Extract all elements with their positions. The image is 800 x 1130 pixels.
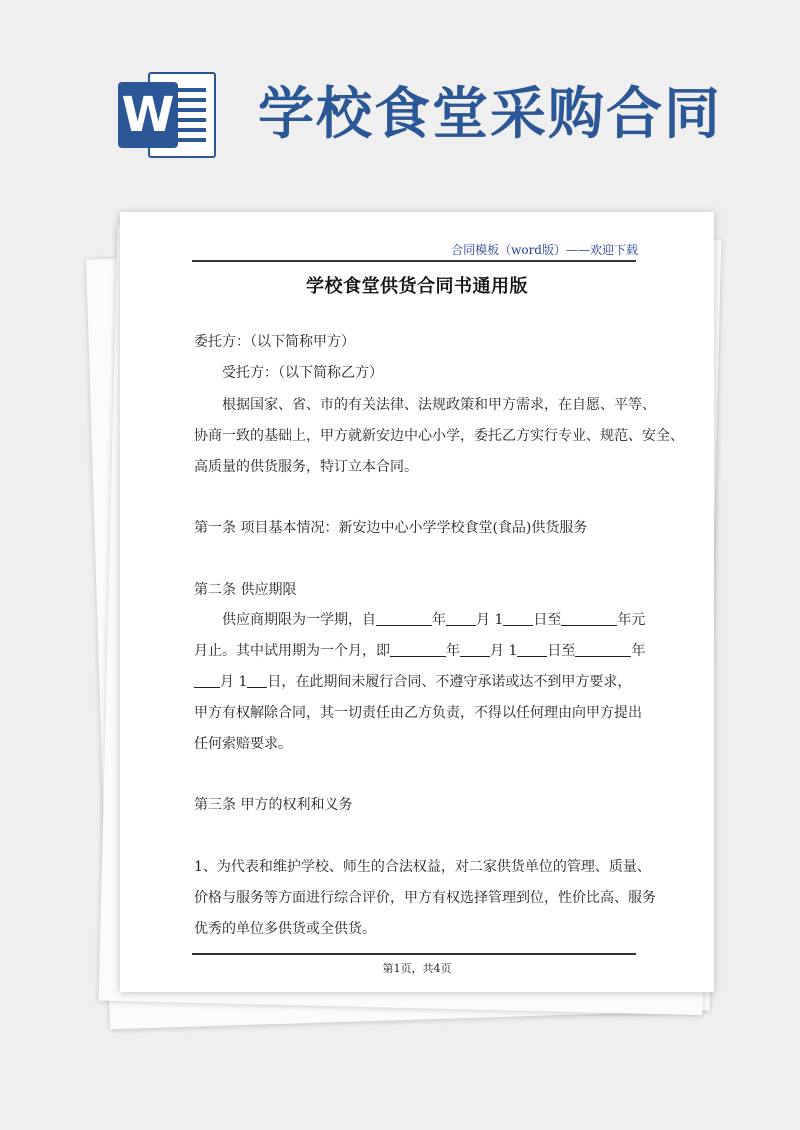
- article-1: 第一条 项目基本情况：新安边中心小学学校食堂(食品)供货服务: [194, 520, 588, 536]
- document-title: 学校食堂供货合同书通用版: [306, 276, 528, 297]
- article-2-heading: 第二条 供应期限: [194, 582, 297, 598]
- word-badge: W: [118, 82, 178, 148]
- article-2-line-2: 月止。其中试用期为一个月，即 年 月 1 日至 年: [194, 643, 646, 659]
- intro-line-2: 协商一致的基础上，甲方就新安边中心小学，委托乙方实行专业、规范、安全、: [194, 428, 684, 444]
- date-blank[interactable]: [517, 642, 547, 657]
- date-blank[interactable]: [503, 611, 533, 626]
- page-header-text: 合同模板（word版）——欢迎下载: [451, 243, 638, 257]
- date-blank[interactable]: [247, 673, 267, 688]
- date-blank[interactable]: [194, 673, 220, 688]
- contractor-line: 受托方：（以下简称乙方）: [222, 365, 383, 381]
- date-blank[interactable]: [575, 642, 631, 657]
- document-page: [120, 212, 714, 992]
- article-2-line-1: 供应商期限为一学期，自 年 月 1 日至 年元: [222, 612, 646, 628]
- word-doc-icon: [118, 72, 216, 158]
- date-blank[interactable]: [561, 611, 617, 626]
- date-blank[interactable]: [446, 611, 476, 626]
- footer-rule: [192, 953, 636, 955]
- header-rule: [192, 260, 636, 262]
- date-blank[interactable]: [376, 611, 432, 626]
- article-2-line-4: 甲方有权解除合同，其一切责任由乙方负责，不得以任何理由向甲方提出: [194, 705, 642, 721]
- article-3-heading: 第三条 甲方的权利和义务: [194, 797, 353, 813]
- article-3-line-2: 价格与服务等方面进行综合评价，甲方有权选择管理到位，性价比高、服务: [194, 890, 656, 906]
- article-3-line-1: 1、为代表和维护学校、师生的合法权益，对二家供货单位的管理、质量、: [194, 859, 651, 875]
- article-2-line-3: 月 1 日，在此期间未履行合同、不遵守承诺或达不到甲方要求，: [194, 672, 631, 692]
- date-blank[interactable]: [390, 642, 446, 657]
- page-number: 第1页，共4页: [382, 962, 452, 975]
- banner-title: 学校食堂采购合同: [258, 82, 722, 147]
- article-2-line-5: 任何索赔要求。: [194, 736, 292, 752]
- client-line: 委托方：（以下简称甲方）: [194, 334, 355, 350]
- article-3-line-3: 优秀的单位多供货或全供货。: [194, 921, 376, 937]
- intro-line-3: 高质量的供货服务，特订立本合同。: [194, 459, 418, 475]
- intro-line-1: 根据国家、省、市的有关法律、法规政策和甲方需求，在自愿、平等、: [222, 397, 656, 413]
- date-blank[interactable]: [460, 642, 490, 657]
